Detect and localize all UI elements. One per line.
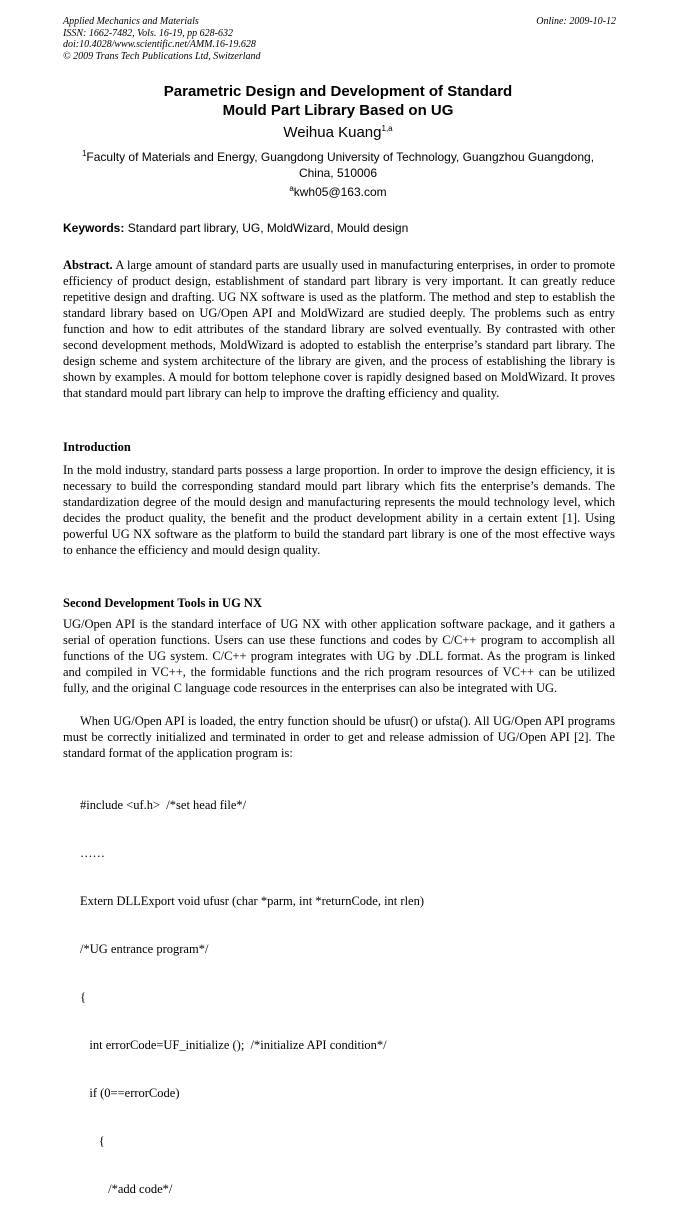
abstract-text: A large amount of standard parts are usually used in manufacturing enterprises, in order to promote efficiency of product design, establishment of standard part library is very important. It can greatly reduce repetitive design and drafting. UG NX software is used as the platform. The method and step to establish the standard library based on UG/Open API and MoldWizard are studied deeply. The problems such as entry function and how to edit attributes of the standard library are solved eventually. By contrasted with other second development methods, MoldWizard is adopted to establish the enterprise’s standard part library. The design scheme and system architecture of the library are given, and the process of establishing the library is shown by examples. A mould for bottom telephone cover is rapidly designed based on MoldWizard. It proves that standard mould part library can help to improve the drafting efficiency and quality. xyxy=(63,258,615,400)
code-line: int errorCode=UF_initialize (); /*initialize API condition*/ xyxy=(80,1038,387,1052)
journal-name: Applied Mechanics and Materials xyxy=(63,16,199,27)
introduction-paragraph: In the mold industry, standard parts possess a large proportion. In order to improve the design efficiency, it is necessary to build the corresponding standard mould part library which fits the enterprise’s demands. The standardization degree of the mould design and manufacturing represents the mould technology level, which decides the product quality, the benefit and the product development ability in a certain extent [1]. Using powerful UG NX software as the platform to build the standard part library is one of the most effective ways to enhance the efficiency and mould design quality. xyxy=(63,463,615,557)
doi-line: doi:10.4028/www.scientific.net/AMM.16-19.628 xyxy=(63,39,256,50)
abstract xyxy=(63,257,615,401)
code-listing xyxy=(80,765,424,1229)
title-line-2: Mould Part Library Based on UG xyxy=(222,102,454,119)
title-line-1: Parametric Design and Development of Standard xyxy=(163,83,513,100)
code-line: #include <uf.h> /*set head file*/ xyxy=(80,798,247,812)
keywords-text: Standard part library, UG, MoldWizard, Mould design xyxy=(127,221,409,235)
section-paragraph-2: When UG/Open API is loaded, the entry function should be ufusr() or ufsta(). All UG/Open API programs must be correctly initialized and terminated in order to get and release admission of UG/Open API [2]. The standard format of the application program is: xyxy=(63,714,615,760)
email-superscript: a xyxy=(289,184,294,193)
author-superscript: 1,a xyxy=(381,124,393,133)
journal-header xyxy=(63,16,616,62)
author-line xyxy=(63,124,613,141)
code-line: …… xyxy=(80,846,105,860)
email-line xyxy=(63,185,613,199)
keywords-label: Keywords: xyxy=(63,221,125,235)
affiliation-line-1: Faculty of Materials and Energy, Guangdong University of Technology, Guangzhou Guangdong, xyxy=(86,150,595,164)
author-email: kwh05@163.com xyxy=(293,185,387,199)
online-date: Online: 2009-10-12 xyxy=(536,16,616,27)
code-line: { xyxy=(80,1134,105,1148)
author-name: Weihua Kuang xyxy=(283,124,382,141)
copyright-line: © 2009 Trans Tech Publications Ltd, Switzerland xyxy=(63,50,261,62)
section-paragraph-1: UG/Open API is the standard interface of UG NX with other application software package, and it gathers a serial of operation functions. Users can use these functions and codes by C/C++ program to accomplish all functions of the UG system. C/C++ program integrates with UG by .DLL format. As the program is linked and compiled in VC++, the formidable functions and the rich program resources of VC++ can be utilized fully, and the original C language code resources in the enterprises can also be integrated with UG. xyxy=(63,617,615,695)
abstract-label: Abstract. xyxy=(63,258,113,272)
code-line: if (0==errorCode) xyxy=(80,1086,180,1100)
introduction-heading: Introduction xyxy=(63,440,131,454)
issn-line: ISSN: 1662-7482, Vols. 16-19, pp 628-632 xyxy=(63,27,233,39)
affiliation-superscript: 1 xyxy=(81,149,87,158)
affiliation-line-2: China, 510006 xyxy=(298,166,378,180)
affiliation xyxy=(63,149,613,181)
code-line: /*add code*/ xyxy=(80,1182,173,1196)
code-line: /*UG entrance program*/ xyxy=(80,942,209,956)
code-line: { xyxy=(80,990,86,1004)
keywords xyxy=(63,221,623,235)
paper-title xyxy=(63,82,613,120)
code-line: Extern DLLExport void ufusr (char *parm, int *returnCode, int rlen) xyxy=(80,894,425,908)
section-heading-second-development: Second Development Tools in UG NX xyxy=(63,596,262,610)
